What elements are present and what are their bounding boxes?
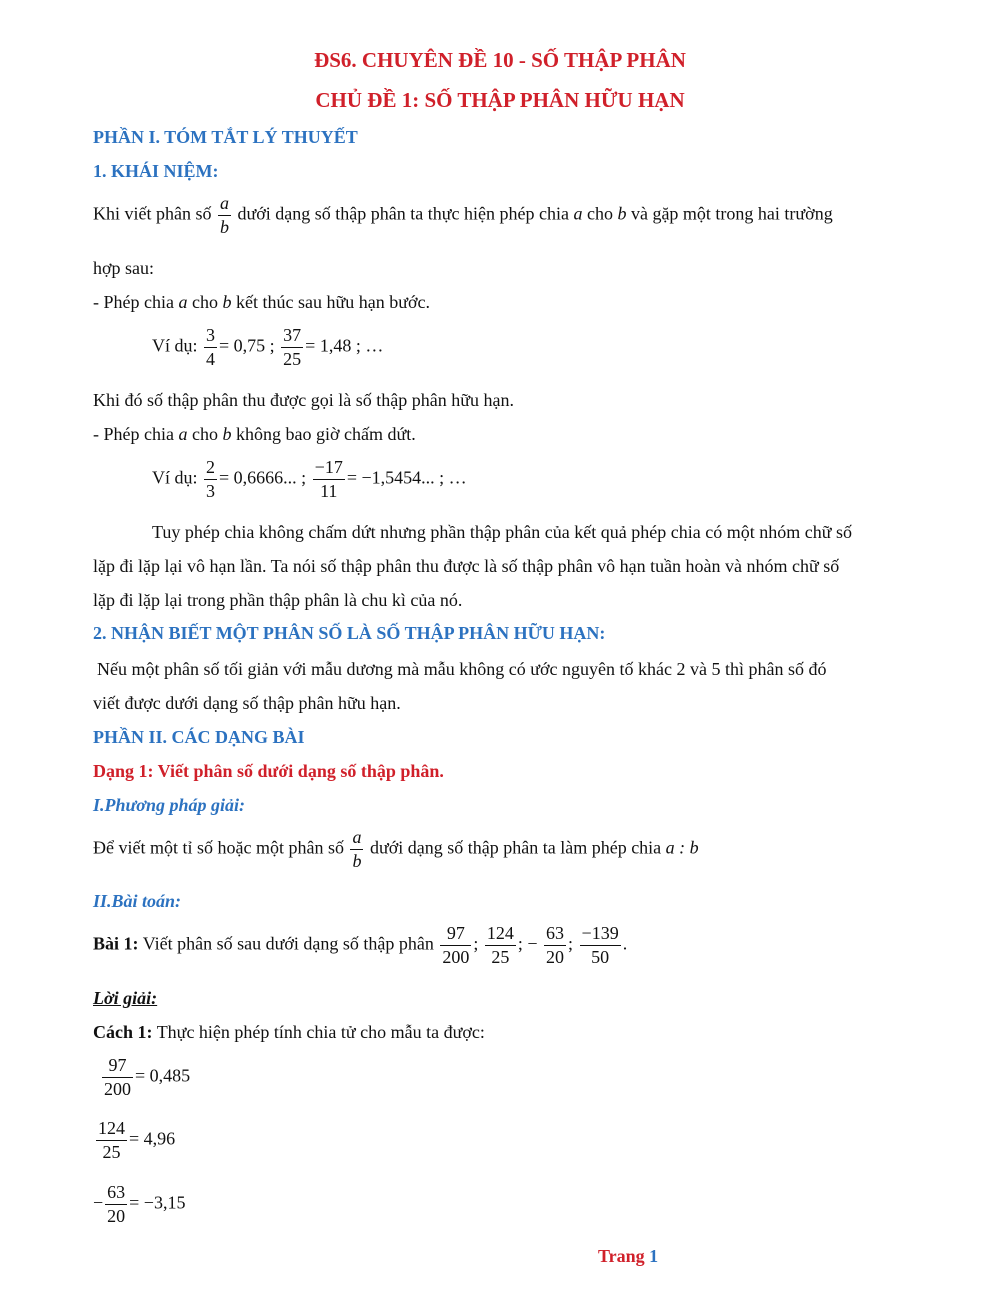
method-line: Để viết một tỉ số hoặc một phân số $\frac{a}{b}$ dưới dạng số thập phân ta làm phép chia a : b (93, 827, 699, 871)
document-subtitle: CHỦ ĐỀ 1: SỐ THẬP PHÂN HỮU HẠN (315, 88, 685, 112)
division-expression: a : b (665, 837, 699, 858)
cach1-line: Cách 1: Thực hiện phép tính chia tử cho mẫu ta được: (93, 1022, 485, 1042)
result-fraction: $\frac{63}{20}$ (107, 1182, 126, 1226)
cach1-label: Cách 1: (93, 1022, 153, 1042)
intro-line (93, 194, 833, 237)
method-heading: I.Phương pháp giải: (93, 795, 245, 815)
concept-heading: 1. KHÁI NIỆM: (93, 161, 219, 181)
part2-heading: PHẦN II. CÁC DẠNG BÀI (93, 727, 305, 747)
example2-fraction-2: $\frac{-17}{11}$ (314, 457, 343, 501)
example2: Ví dụ: $\frac{2}{3}$ = 0,6666... ; $\frac{-17}{11}$ = −1,5454... ; … (152, 457, 467, 501)
intro-text-a: Khi viết phân số (93, 203, 212, 224)
page-number: 1 (649, 1246, 659, 1266)
document-title: ĐS6. CHUYÊN ĐỀ 10 - SỐ THẬP PHÂN (314, 48, 686, 72)
page-footer (598, 1246, 658, 1267)
case1-line: - Phép chia a cho b kết thúc sau hữu hạn bước. (93, 292, 430, 312)
page-label: Trang (598, 1246, 645, 1266)
intro-text-c: cho (586, 203, 613, 224)
intro-text-b: dưới dạng số thập phân ta thực hiện phép chia (237, 203, 569, 224)
bai1-fraction-3: $\frac{63}{20}$ (546, 923, 565, 967)
result-row: $\frac{124}{25}$ = 4,96 (98, 1118, 176, 1162)
recognize-heading: 2. NHẬN BIẾT MỘT PHÂN SỐ LÀ SỐ THẬP PHÂN HỮU HẠN: (93, 623, 606, 643)
var-a: a (573, 203, 583, 224)
form1-heading: Dạng 1: Viết phân số dưới dạng số thập phân. (93, 761, 444, 781)
solution-heading: Lời giải: (93, 988, 158, 1008)
example-label: Ví dụ: (152, 335, 198, 356)
recognize-line2: viết được dưới dạng số thập phân hữu hạn. (93, 693, 401, 713)
intro-text-d: và gặp một trong hai trường (630, 203, 833, 224)
case1-note: Khi đó số thập phân thu được gọi là số thập phân hữu hạn. (93, 390, 514, 410)
intro-continuation: hợp sau: (93, 258, 155, 278)
example1: Ví dụ: $\frac{3}{4}$ = 0,75 ; $\frac{37}{25}$ = 1,48 ; … (152, 325, 384, 369)
part1-heading: PHẦN I. TÓM TẮT LÝ THUYẾT (93, 127, 358, 147)
problems-heading: II.Bài toán: (93, 891, 182, 911)
bai1-label: Bài 1: (93, 933, 139, 954)
bai1-fraction-4: $\frac{-139}{50}$ (581, 923, 619, 967)
bai1-fraction-1: $\frac{97}{200}$ (442, 923, 470, 967)
recognize-line1: Nếu một phân số tối giản với mẫu dương mà mẫu không có ước nguyên tố khác 2 và 5 thì phân số đó (97, 659, 827, 679)
result-fraction: $\frac{124}{25}$ (98, 1118, 125, 1162)
repeat-paragraph-line1: Tuy phép chia không chấm dứt nhưng phần thập phân của kết quả phép chia có một nhóm chữ số (152, 522, 852, 542)
var-b: b (617, 203, 627, 224)
example-label: Ví dụ: (152, 467, 198, 488)
fraction-a-over-b: $\frac{a}{b}$ (220, 193, 229, 237)
case2-line: - Phép chia a cho b không bao giờ chấm dứt. (93, 424, 416, 444)
bai1-line: Bài 1: Viết phân số sau dưới dạng số thập phân $\frac{97}{200}$ ; $\frac{124}{25}$ ; − $\frac{63}{20}$ ; $\frac{-139}{50}$ . (93, 923, 628, 967)
bai1-fraction-2: $\frac{124}{25}$ (486, 923, 514, 967)
fraction-a-over-b: $\frac{a}{b}$ (352, 827, 362, 871)
example2-fraction-1: $\frac{2}{3}$ (206, 457, 216, 501)
result-row: $\frac{97}{200}$ = 0,485 (104, 1055, 191, 1099)
result-fraction: $\frac{97}{200}$ (104, 1055, 131, 1099)
result-row: − $\frac{63}{20}$ = −3,15 (93, 1182, 186, 1226)
repeat-paragraph-line3: lặp đi lặp lại trong phần thập phân là chu kì của nó. (93, 590, 463, 610)
example1-fraction-1: $\frac{3}{4}$ (206, 325, 216, 369)
example1-fraction-2: $\frac{37}{25}$ (283, 325, 302, 369)
repeat-paragraph-line2: lặp đi lặp lại vô hạn lần. Ta nói số thập phân thu được là số thập phân vô hạn tuần hoàn và nhóm chữ số (93, 556, 840, 576)
